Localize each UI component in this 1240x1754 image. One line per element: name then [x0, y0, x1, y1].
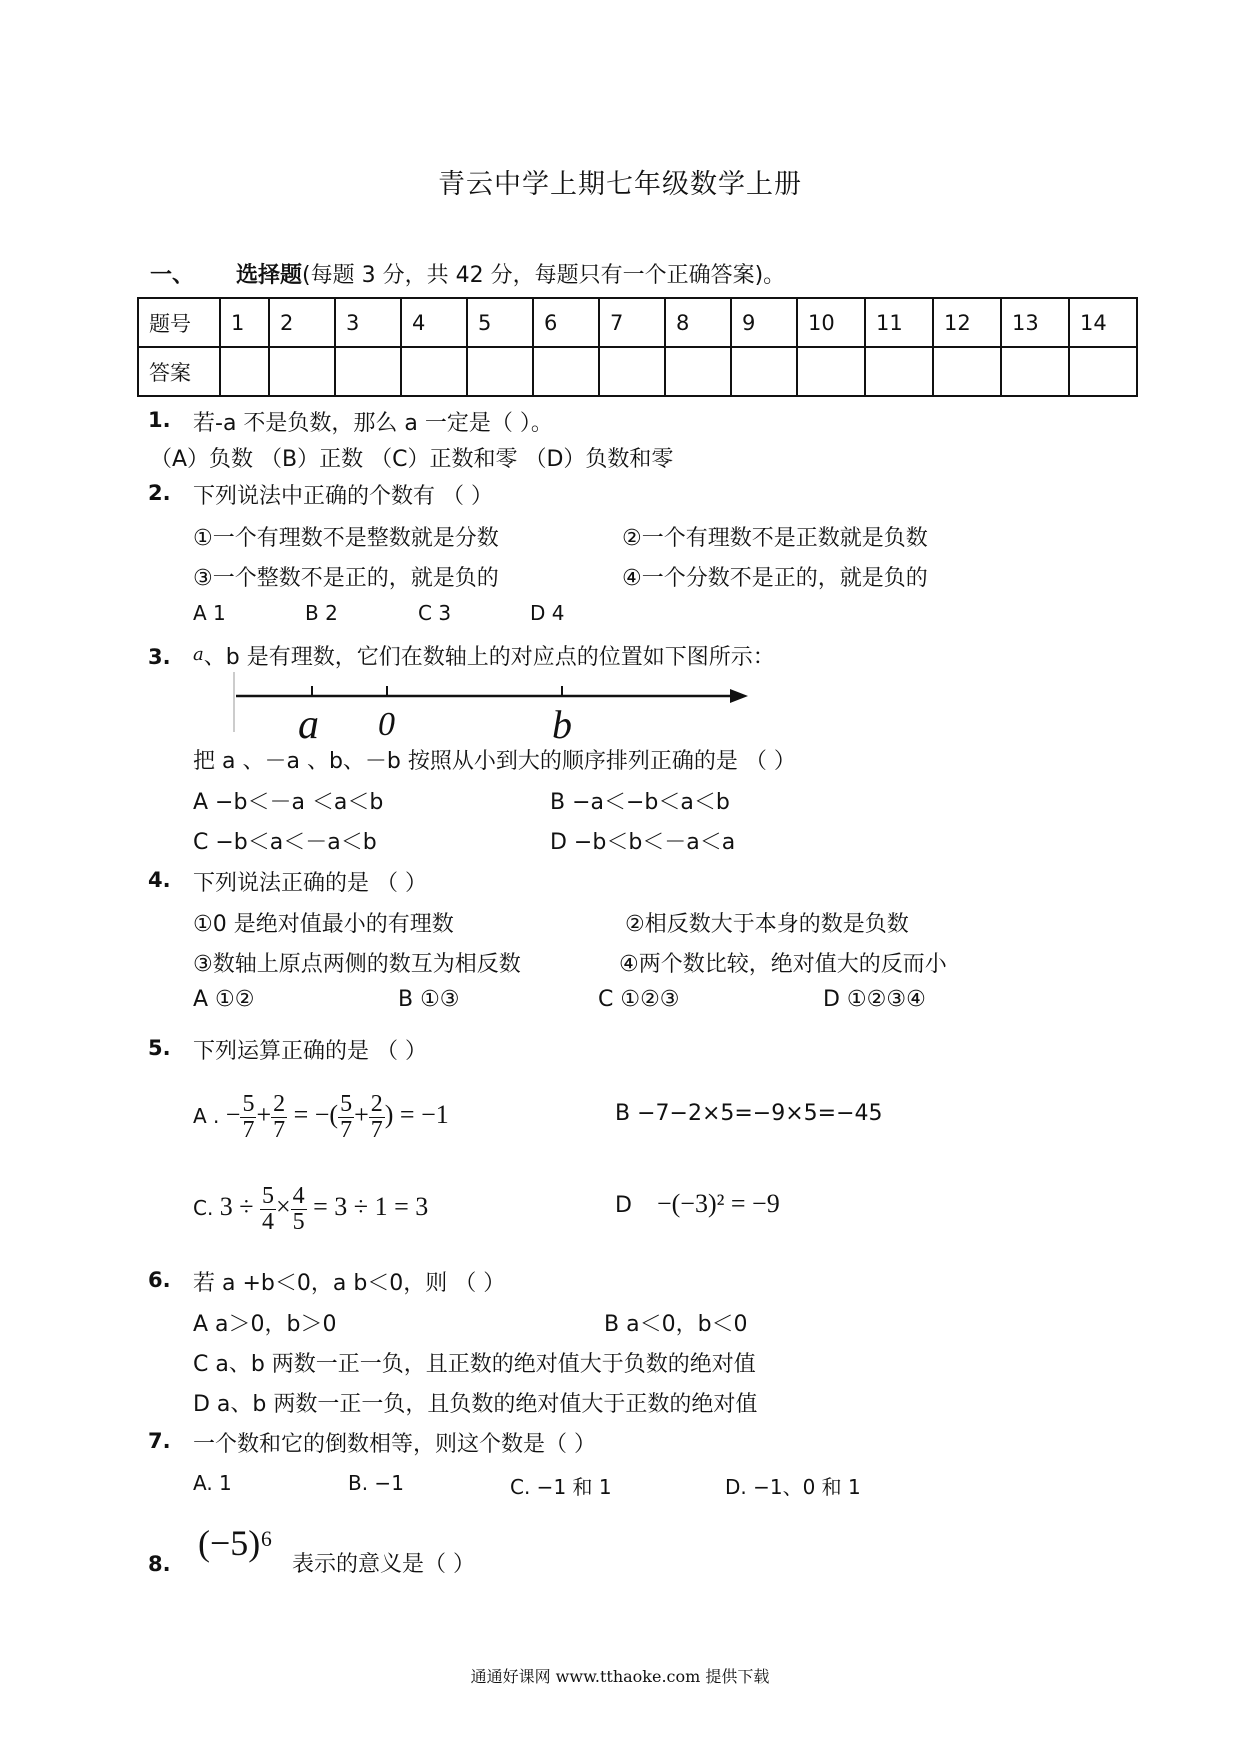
- question-7-option-a: A. 1: [193, 1471, 232, 1495]
- question-2-statement-1: ①一个有理数不是整数就是分数: [193, 526, 499, 551]
- question-3-option-a: A −b＜－a ＜a＜b: [193, 790, 384, 815]
- fraction-5-4: $\frac{5}{4}$: [261, 1182, 274, 1235]
- answer-cell[interactable]: [665, 347, 731, 396]
- number-line-label-b: b: [552, 702, 572, 742]
- section-heading: 选择题: [236, 263, 303, 288]
- answer-cell[interactable]: [731, 347, 797, 396]
- answer-cell[interactable]: [1069, 347, 1137, 396]
- fraction-4-5: $\frac{4}{5}$: [292, 1182, 305, 1235]
- question-4-option-d: D ①②③④: [823, 987, 926, 1012]
- question-4-option-b: B ①③: [398, 987, 460, 1012]
- question-5-number: 5.: [148, 1036, 171, 1060]
- table-cell: 12: [933, 298, 1001, 347]
- answer-cell[interactable]: [467, 347, 533, 396]
- question-4-statement-1: ①0 是绝对值最小的有理数: [193, 912, 454, 937]
- question-8-stem: 表示的意义是（ ）: [292, 1552, 475, 1577]
- question-2-option-a: A 1: [193, 601, 226, 625]
- question-8-number: 8.: [148, 1552, 171, 1576]
- question-5-option-b: B −7−2×5=−9×5=−45: [615, 1101, 883, 1126]
- question-3-number: 3.: [148, 645, 171, 669]
- table-cell: 3: [335, 298, 401, 347]
- question-2-option-c: C 3: [418, 601, 452, 625]
- answer-cell[interactable]: [335, 347, 401, 396]
- fraction-2-7: $\frac{2}{7}$: [370, 1090, 383, 1143]
- table-cell: 6: [533, 298, 599, 347]
- table-cell: 13: [1001, 298, 1069, 347]
- section-text: [236, 258, 785, 289]
- question-2-statement-2: ②一个有理数不是正数就是负数: [622, 526, 928, 551]
- answer-cell[interactable]: [933, 347, 1001, 396]
- number-line-arrow: [730, 689, 748, 703]
- question-6-option-d: D a、b 两数一正一负，且负数的绝对值大于正数的绝对值: [193, 1392, 758, 1417]
- table-cell: 10: [797, 298, 865, 347]
- question-5-option-d: [615, 1189, 780, 1219]
- question-7-stem: 一个数和它的倒数相等，则这个数是（ ）: [193, 1432, 596, 1457]
- table-cell: 14: [1069, 298, 1137, 347]
- section-note: (每题 3 分，共 42 分，每题只有一个正确答案)。: [302, 263, 786, 288]
- question-5-option-a-label: A .: [193, 1104, 220, 1128]
- question-5-option-c: C. 3 ÷ $\frac{5}{4}$ × $\frac{4}{5}$ = 3 ÷ 1 = 3: [193, 1182, 429, 1235]
- question-5-stem: 下列运算正确的是 （ ）: [193, 1039, 427, 1064]
- question-4-statement-3: ③数轴上原点两侧的数互为相反数: [193, 952, 521, 977]
- question-4-number: 4.: [148, 868, 171, 892]
- question-2-option-d: D 4: [530, 601, 565, 625]
- table-cell: 9: [731, 298, 797, 347]
- question-1-options: （A）负数 （B）正数 （C）正数和零 （D）负数和零: [150, 447, 674, 472]
- answer-cell[interactable]: [1001, 347, 1069, 396]
- answer-cell[interactable]: [865, 347, 933, 396]
- question-8-expr: (−5)⁶: [198, 1523, 273, 1563]
- question-4-statement-2: ②相反数大于本身的数是负数: [625, 912, 909, 937]
- answer-cell[interactable]: [533, 347, 599, 396]
- table-row: [138, 347, 1137, 396]
- question-4-statement-4: ④两个数比较，绝对值大的反而小: [619, 952, 947, 977]
- question-1-number: 1.: [148, 408, 171, 432]
- answer-cell[interactable]: [269, 347, 335, 396]
- number-line: [232, 672, 752, 742]
- page-footer: 通通好课网 www.tthaoke.com 提供下载: [470, 1667, 770, 1686]
- question-2-number: 2.: [148, 481, 171, 505]
- answer-cell[interactable]: [220, 347, 269, 396]
- answer-cell[interactable]: [599, 347, 665, 396]
- question-7-option-d: D. −1、0 和 1: [725, 1475, 861, 1499]
- fraction-2-7: $\frac{2}{7}$: [273, 1090, 286, 1143]
- fraction-5-7: $\frac{5}{7}$: [340, 1090, 353, 1143]
- question-3-stem-var: a: [193, 644, 204, 665]
- question-2-statement-4: ④一个分数不是正的，就是负的: [622, 566, 928, 591]
- question-6-number: 6.: [148, 1268, 171, 1292]
- table-cell: 11: [865, 298, 933, 347]
- table-row-label: 答案: [138, 347, 220, 396]
- question-6-stem: 若 a +b＜0，a b＜0，则 （ ）: [193, 1271, 506, 1296]
- question-5-option-d-label: D: [615, 1193, 632, 1218]
- table-cell: 8: [665, 298, 731, 347]
- page-title: 青云中学上期七年级数学上册: [438, 169, 802, 200]
- question-7-option-b: B. −1: [348, 1471, 404, 1495]
- question-3-option-d: D −b＜b＜－a＜a: [550, 830, 736, 855]
- table-row-label: 题号: [138, 298, 220, 347]
- question-5-option-a: A . − $\frac{5}{7}$ + $\frac{2}{7}$ = −( $\frac{5}{7}$ + $\frac{2}{7}$ ) = −1: [193, 1090, 449, 1143]
- number-line-label-a: a: [298, 702, 319, 742]
- question-6-option-a: A a＞0，b＞0: [193, 1312, 337, 1337]
- question-2-statement-3: ③一个整数不是正的，就是负的: [193, 566, 499, 591]
- question-2-stem: 下列说法中正确的个数有 （ ）: [193, 484, 493, 509]
- question-5-option-c-label: C.: [193, 1196, 214, 1220]
- question-6-option-b: B a＜0，b＜0: [604, 1312, 748, 1337]
- question-5-option-d-expr: −(−3)² = −9: [656, 1189, 780, 1218]
- question-4-option-c: C ①②③: [598, 987, 680, 1012]
- question-1-stem: 若-a 不是负数，那么 a 一定是（ ）。: [193, 411, 553, 436]
- section-number: 一、: [150, 263, 195, 288]
- table-cell: 4: [401, 298, 467, 347]
- table-cell: 1: [220, 298, 269, 347]
- question-3-question: 把 a 、－a 、b、－b 按照从小到大的顺序排列正确的是 （ ）: [193, 749, 796, 774]
- question-7-number: 7.: [148, 1429, 171, 1453]
- answer-cell[interactable]: [797, 347, 865, 396]
- question-3-stem: 、b 是有理数，它们在数轴上的对应点的位置如下图所示：: [203, 645, 775, 670]
- table-cell: 5: [467, 298, 533, 347]
- question-3-stem-line: [193, 640, 775, 671]
- question-2-option-b: B 2: [305, 601, 338, 625]
- question-3-option-b: B −a＜−b＜a＜b: [550, 790, 730, 815]
- answer-table: [137, 297, 1138, 397]
- question-6-option-c: C a、b 两数一正一负，且正数的绝对值大于负数的绝对值: [193, 1352, 756, 1377]
- table-cell: 7: [599, 298, 665, 347]
- question-4-option-a: A ①②: [193, 987, 255, 1012]
- answer-cell[interactable]: [401, 347, 467, 396]
- question-4-stem: 下列说法正确的是 （ ）: [193, 871, 427, 896]
- table-cell: 2: [269, 298, 335, 347]
- table-row: [138, 298, 1137, 347]
- number-line-label-0: 0: [378, 706, 395, 742]
- fraction-5-7: $\frac{5}{7}$: [242, 1090, 255, 1143]
- question-3-option-c: C −b＜a＜－a＜b: [193, 830, 377, 855]
- question-7-option-c: C. −1 和 1: [510, 1475, 612, 1499]
